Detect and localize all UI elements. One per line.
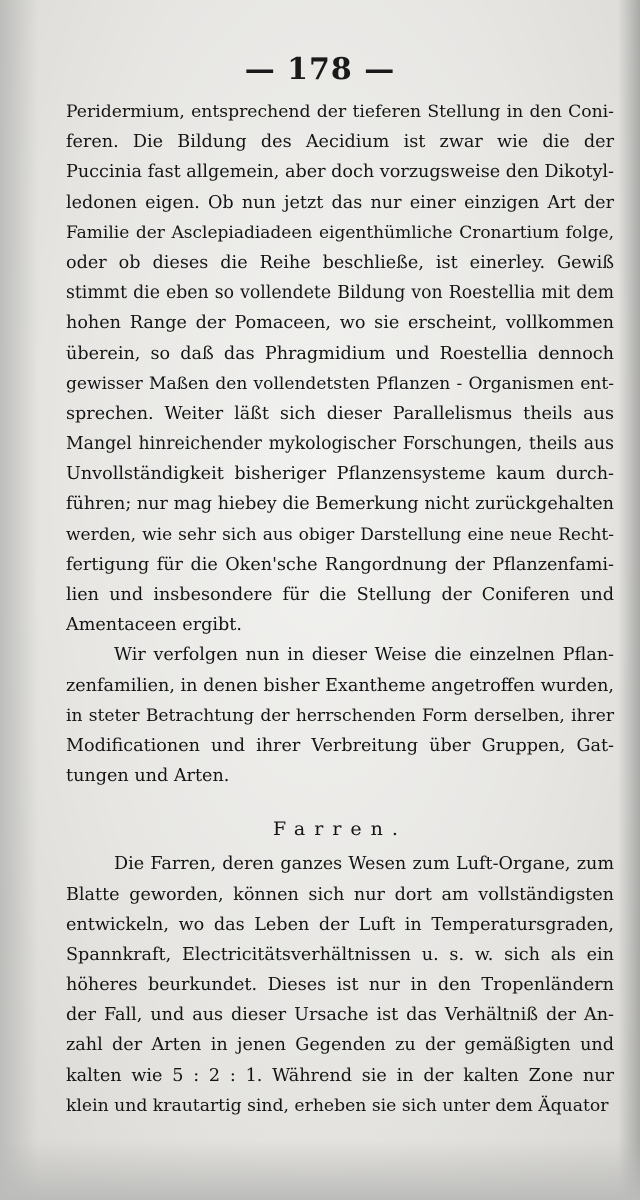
text-line: gewisser Maßen den vollendetsten Pflanzen - Organismen ent- — [66, 373, 614, 394]
text-line: fertigung für die Oken'sche Rangordnung der Pflanzenfami- — [66, 554, 614, 575]
page-shadow-right — [618, 0, 640, 1200]
page-shadow-left — [0, 0, 38, 1200]
text-line: Die Farren, deren ganzes Wesen zum Luft-Organe, zum — [114, 854, 614, 875]
paragraph-farren — [66, 849, 614, 1121]
text-line: entwickeln, wo das Leben der Luft in Temperatursgraden, — [66, 914, 614, 935]
text-line: Spannkraft, Electricitätsverhältnissen u. s. w. sich als ein — [66, 944, 614, 965]
text-line: Blatte geworden, können sich nur dort am vollständigsten — [66, 884, 614, 905]
text-line: lien und insbesondere für die Stellung der Coniferen und — [66, 585, 614, 605]
text-line: Wir verfolgen nun in dieser Weise die einzelnen Pflan- — [114, 645, 614, 666]
page-shadow-bottom — [0, 1140, 640, 1200]
text-line: der Fall, und aus dieser Ursache ist das Verhältniß der An- — [66, 1005, 614, 1026]
text-line: Puccinia fast allgemein, aber doch vorzugsweise den Dikotyl- — [66, 162, 614, 183]
text-line: oder ob dieses die Reihe beschließe, ist einerley. Gewiß — [66, 252, 614, 273]
text-line: Amentaceen ergibt. — [66, 615, 242, 636]
text-line: stimmt die eben so vollendete Bildung von Roestellia mit dem — [66, 283, 614, 304]
text-line: Peridermium, entsprechend der tieferen Stellung in den Coni- — [66, 102, 614, 122]
page-number: — 178 — — [244, 52, 396, 87]
text-line: zahl der Arten in jenen Gegenden zu der gemäßigten und — [66, 1035, 614, 1056]
text-line: überein, so daß das Phragmidium und Roestellia dennoch — [66, 343, 614, 364]
text-line: Mangel hinreichender mykologischer Forschungen, theils aus — [66, 434, 614, 455]
text-line: Modificationen und ihrer Verbreitung über Gruppen, Gat- — [66, 735, 614, 756]
text-line: ledonen eigen. Ob nun jetzt das nur einer einzigen Art der — [66, 192, 614, 213]
text-line: sprechen. Weiter läßt sich dieser Parallelismus theils aus — [66, 403, 614, 424]
text-line: höheres beurkundet. Dieses ist nur in den Tropenländern — [66, 975, 614, 996]
text-line: feren. Die Bildung des Aecidium ist zwar wie die der — [66, 132, 614, 153]
text-line: kalten wie 5 : 2 : 1. Während sie in der kalten Zone nur — [66, 1065, 614, 1086]
paragraph-peridermium — [66, 97, 614, 640]
section-heading-farren: Farren. — [273, 818, 407, 841]
text-line: tungen und Arten. — [66, 766, 230, 787]
text-line: in steter Betrachtung der herrschenden Form derselben, ihrer — [66, 705, 614, 726]
text-line: werden, wie sehr sich aus obiger Darstellung eine neue Recht- — [66, 524, 614, 545]
body-text — [66, 97, 614, 1121]
text-line: führen; nur mag hiebey die Bemerkung nicht zurückgehalten — [66, 494, 614, 515]
text-line: hohen Range der Pomaceen, wo sie erscheint, vollkommen — [66, 313, 614, 334]
text-line: zenfamilien, in denen bisher Exantheme angetroffen wurden, — [66, 675, 614, 696]
paragraph-pflanzenfamilien — [66, 640, 614, 791]
text-line: Familie der Asclepiadiadeen eigenthümliche Cronartium folge, — [66, 222, 614, 243]
text-line: klein und krautartig sind, erheben sie sich unter dem Äquator — [66, 1095, 609, 1116]
text-line: Unvollständigkeit bisheriger Pflanzensysteme kaum durch- — [66, 464, 614, 485]
